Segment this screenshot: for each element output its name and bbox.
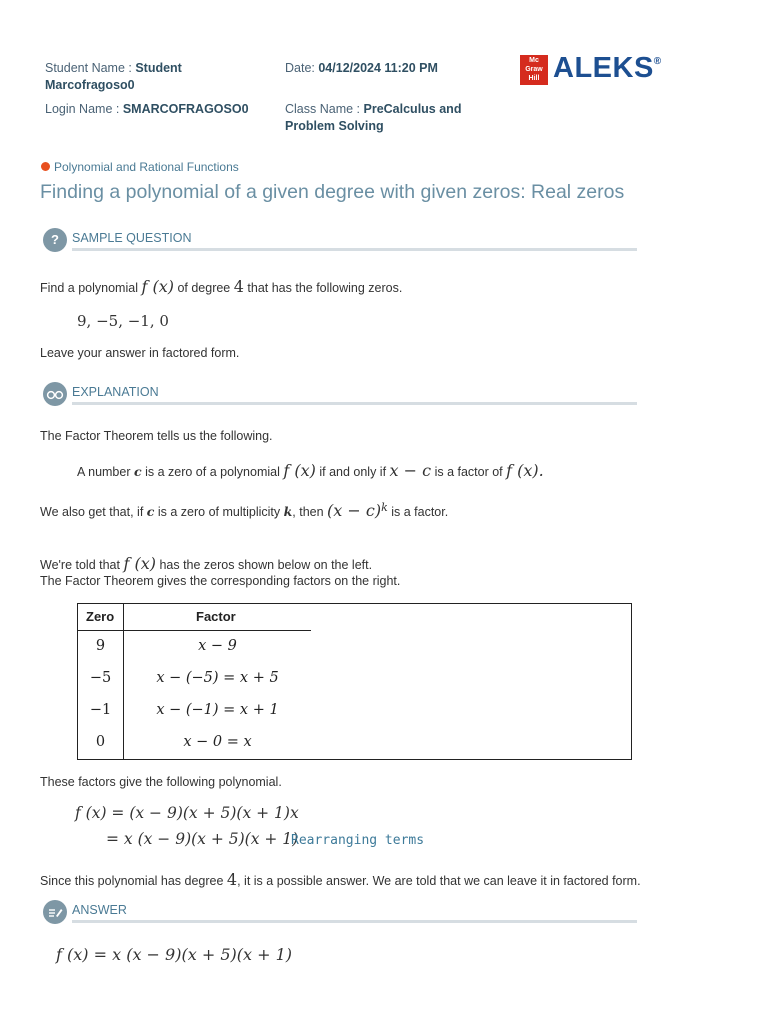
theorem-b: is a zero of a polynomial	[141, 465, 284, 479]
table-row-zero: 9	[95, 638, 106, 654]
student-name	[45, 60, 265, 94]
student-name-last: Marcofragoso0	[45, 78, 135, 92]
mult-d: is a factor.	[387, 505, 449, 520]
told-a: We're told that	[40, 558, 124, 572]
login-label: Login Name :	[45, 102, 123, 116]
mult-expr: (x − c)	[327, 501, 382, 521]
aleks-logo	[553, 52, 662, 85]
date-value: 04/12/2024 11:20 PM	[318, 61, 438, 75]
page-title: Finding a polynomial of a given degree with given zeros: Real zeros	[40, 181, 625, 203]
zeros-list: 9, −5, −1, 0	[77, 312, 169, 330]
since-line	[40, 870, 641, 889]
rearranging-note: Rearranging terms	[291, 833, 425, 848]
theorem-a: A number	[77, 465, 134, 479]
date	[285, 60, 505, 77]
told-line2: The Factor Theorem gives the corresponding factors on the right.	[40, 574, 401, 588]
prompt-fx: f (x)	[141, 277, 174, 296]
table-header-factor: Factor	[196, 609, 236, 624]
class-value-line2: Problem Solving	[285, 119, 384, 133]
mult-b: is a zero of multiplicity	[154, 505, 284, 520]
table-row-zero: 0	[95, 734, 106, 750]
sample-question-label: SAMPLE QUESTION	[72, 231, 192, 245]
explanation-intro: The Factor Theorem tells us the following.	[40, 429, 273, 443]
sample-prompt	[40, 277, 402, 296]
theorem-c2: if and only if	[315, 465, 390, 479]
answer-icon	[43, 900, 67, 924]
theorem-xc: x − c	[389, 461, 432, 480]
mult-c: c	[146, 504, 155, 520]
told-fx: f (x)	[123, 554, 156, 573]
explanation-label: EXPLANATION	[72, 385, 159, 399]
theorem-c: c	[133, 464, 142, 479]
multiplicity-line	[40, 501, 448, 520]
poly-line2: = x (x − 9)(x + 5)(x + 1)	[106, 830, 299, 848]
prompt-post: that has the following zeros.	[243, 281, 403, 295]
told-b: has the zeros shown below on the left.	[155, 558, 373, 572]
poly-line1: f (x) = (x − 9)(x + 5)(x + 1)x	[75, 804, 299, 822]
table-row-zero: −1	[89, 702, 112, 718]
poly-intro: These factors give the following polynomial.	[40, 775, 282, 789]
aleks-reg-mark: ®	[653, 56, 662, 67]
topic-label: Polynomial and Rational Functions	[54, 160, 239, 174]
mult-a: We also get that, if	[40, 505, 147, 520]
prompt-text: Find a polynomial	[40, 281, 142, 295]
answer-svg	[43, 900, 67, 924]
answer-divider	[72, 920, 637, 923]
theorem-fx2: f (x).	[506, 461, 544, 480]
table-header-line	[77, 630, 311, 631]
answer-label: ANSWER	[72, 903, 127, 917]
table-row-zero: −5	[89, 670, 112, 686]
table-row-factor: x − 9	[198, 638, 237, 654]
aleks-logo-text: ALEKS	[553, 52, 654, 84]
explanation-divider	[72, 402, 637, 405]
mcgraw-hill-logo: Mc Graw Hill	[520, 55, 548, 85]
prompt-mid: of degree	[173, 281, 234, 295]
login-name	[45, 101, 275, 118]
mult-c2: , then	[292, 505, 328, 520]
prompt-degree: 4	[233, 277, 244, 296]
table-row-factor: x − (−1) = x + 1	[156, 702, 279, 718]
student-name-label: Student Name :	[45, 61, 136, 75]
glasses-svg	[43, 382, 67, 406]
class-label: Class Name :	[285, 102, 364, 116]
login-value: SMARCOFRAGOSO0	[122, 102, 249, 116]
factor-theorem	[77, 461, 544, 480]
theorem-fx: f (x)	[283, 461, 316, 480]
mult-exp: k	[381, 501, 388, 514]
mult-k: k	[283, 504, 293, 520]
since-a: Since this polynomial has degree	[40, 874, 227, 888]
since-deg: 4	[226, 870, 238, 889]
theorem-d: is a factor of	[431, 465, 507, 479]
class-name	[285, 101, 505, 135]
leave-factored: Leave your answer in factored form.	[40, 346, 240, 360]
topic-dot-icon	[41, 162, 50, 171]
sample-question-divider	[72, 248, 637, 251]
student-name-first: Student	[135, 61, 182, 75]
date-label: Date:	[285, 61, 319, 75]
table-row-factor: x − 0 = x	[183, 734, 252, 750]
told-line1	[40, 554, 372, 573]
question-icon: ?	[43, 228, 67, 252]
table-row-factor: x − (−5) = x + 5	[156, 670, 279, 686]
since-b: , it is a possible answer. We are told that we can leave it in factored form.	[237, 874, 641, 888]
glasses-icon	[43, 382, 67, 406]
table-header-zero: Zero	[86, 609, 115, 624]
class-value-line1: PreCalculus and	[363, 102, 462, 116]
answer-value: f (x) = x (x − 9)(x + 5)(x + 1)	[56, 945, 292, 964]
